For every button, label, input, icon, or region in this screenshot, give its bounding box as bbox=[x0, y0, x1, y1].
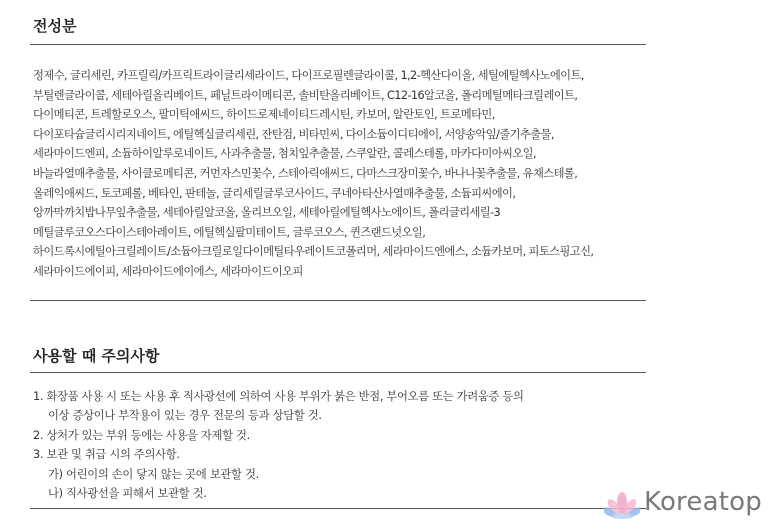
brand-logo bbox=[604, 486, 774, 526]
caution-item: 3. 보관 및 취급 시의 주의사항. bbox=[33, 448, 180, 462]
ingredients-line: 앙까막까치밥나무잎추출물, 세테아릴알코올, 올리브오일, 세테아릴에틸헥사노에이트, 폴리글리세릴-3 bbox=[33, 206, 501, 220]
caution-subitem: 나) 직사광선을 피해서 보관할 것. bbox=[48, 487, 207, 501]
ingredients-line: 세라마이드엔피, 소듐하이알루로네이트, 사과추출물, 첨치잎추출물, 스쿠알란, 콜레스테롤, 마카다미아씨오일, bbox=[33, 147, 536, 161]
ingredients-line: 하이드록시에틸아크릴레이트/소듐아크릴로일다이메틸타우레이트코폴리머, 세라마이드엔에스, 소듐카보머, 피토스핑고신, bbox=[33, 245, 594, 259]
lotus-icon bbox=[604, 490, 640, 522]
ingredients-line: 다이포타슘글리시리지네이트, 에틸헥실글리세린, 잔탄검, 비타민씨, 다이소듐이디티에이, 서양송악잎/줄기추출물, bbox=[33, 127, 554, 141]
divider bbox=[30, 44, 646, 45]
caution-subitem: 가) 어린이의 손이 닿지 않는 곳에 보관할 것. bbox=[48, 467, 259, 481]
ingredients-line: 다이메티콘, 트레할로오스, 팔미틱애씨드, 하이드로제네이티드레시틴, 카보머, 알란토인, 트로메타민, bbox=[33, 108, 495, 122]
ingredients-list bbox=[33, 66, 648, 282]
divider bbox=[30, 372, 646, 373]
ingredients-line: 정제수, 글리세린, 카프릴릭/카프릭트라이글리세라이드, 다이프로필렌글라이콜, 1,2-헥산다이올, 세틸에틸헥사노에이트, bbox=[33, 69, 584, 82]
ingredients-title: 전성분 bbox=[33, 17, 77, 35]
caution-item: 2. 상처가 있는 부위 등에는 사용을 자제할 것. bbox=[33, 428, 250, 442]
ingredients-line: 올레익애씨드, 토코페롤, 베타인, 판테놀, 글리세릴글루코사이드, 쿠네아타산사열매추출물, 소듐피씨에이, bbox=[33, 186, 516, 200]
ingredients-line: 세라마이드에이피, 세라마이드에이에스, 세라마이드이오피 bbox=[33, 264, 303, 278]
divider bbox=[30, 508, 646, 509]
divider bbox=[30, 300, 646, 301]
brand-name: Koreatop bbox=[644, 487, 762, 517]
cautions-list bbox=[33, 387, 648, 503]
cautions-title: 사용할 때 주의사항 bbox=[33, 347, 160, 365]
ingredients-line: 메틸글루코오스다이스테아레이트, 에틸헥실팔미테이트, 글루코오스, 퀸즈랜드넛오일, bbox=[33, 225, 426, 239]
caution-item: 1. 화장품 사용 시 또는 사용 후 직사광선에 의하여 사용 부위가 붉은 반점, 부어오름 또는 가려움증 등의 bbox=[33, 390, 524, 403]
ingredients-line: 바늘라열매추출물, 사이클로메티콘, 커먼자스민꽃수, 스테아릭애씨드, 다마스크장미꽃수, 바나나꽃추출물, 유채스테롤, bbox=[33, 166, 578, 180]
caution-item-continued: 이상 증상이나 부작용이 있는 경우 전문의 등과 상담할 것. bbox=[48, 409, 322, 423]
ingredients-line: 부틸렌글라이콜, 세테아릴올리베이트, 페닐트라이메티콘, 솔비탄올리베이트, C12-16알코올, 폴리메틸메타크릴레이트, bbox=[33, 88, 578, 102]
